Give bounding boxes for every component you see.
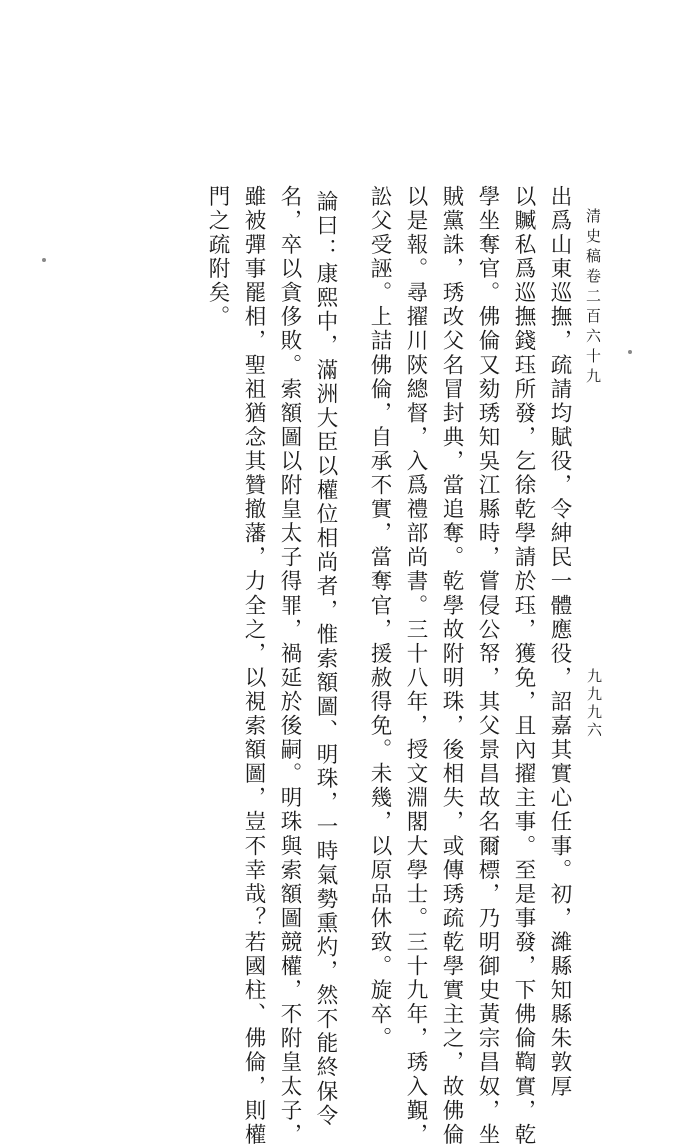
text-column: 論曰：康熙中，滿洲大臣以權位相尚者，惟索額圖、明珠，一時氣勢熏灼，然不能終保令 [313,190,338,1128]
scan-speck [42,258,46,262]
text-column: 賊黨誅，琇改父名冒封典，當追奪。乾學故附明珠，後相失，或傳琇疏乾學實主之，故佛倫 [439,185,464,1147]
page-number: 九九九六 [585,668,603,740]
text-column: 學坐奪官。佛倫又劾琇知吳江縣時，嘗侵公帑，其父景昌故名爾標，乃明御史黃宗昌奴，坐 [475,185,500,1147]
text-column: 名，卒以貪侈敗。索額圖以附皇太子得罪，禍延於後嗣。明珠與索額圖競權，不附皇太子， [277,185,302,1147]
text-column: 以贓私爲巡撫錢珏所發，乞徐乾學請於珏，獲免，且內擢主事。至是事發，下佛倫鞫實，乾 [511,185,536,1147]
text-column: 以是報。尋擢川陝總督，入爲禮部尚書。三十八年，授文淵閣大學士。三十九年，琇入覲， [403,185,428,1147]
scan-speck [628,350,632,354]
running-header-title: 清史稿卷二百六十九 [584,208,602,388]
text-column: 訟父受誣。上詰佛倫，自承不實，當奪官，援赦得免。未幾，以原品休致。旋卒。 [367,185,392,1051]
text-column: 出爲山東巡撫，疏請均賦役，令紳民一體應役，詔嘉其實心任事。初，濰縣知縣朱敦厚 [547,185,572,1099]
text-column: 雖被彈事罷相，聖祖猶念其贊撤藩，力全之，以視索額圖，豈不幸哉？若國柱、佛倫，則權 [241,185,266,1147]
text-column: 門之疏附矣。 [205,185,230,330]
